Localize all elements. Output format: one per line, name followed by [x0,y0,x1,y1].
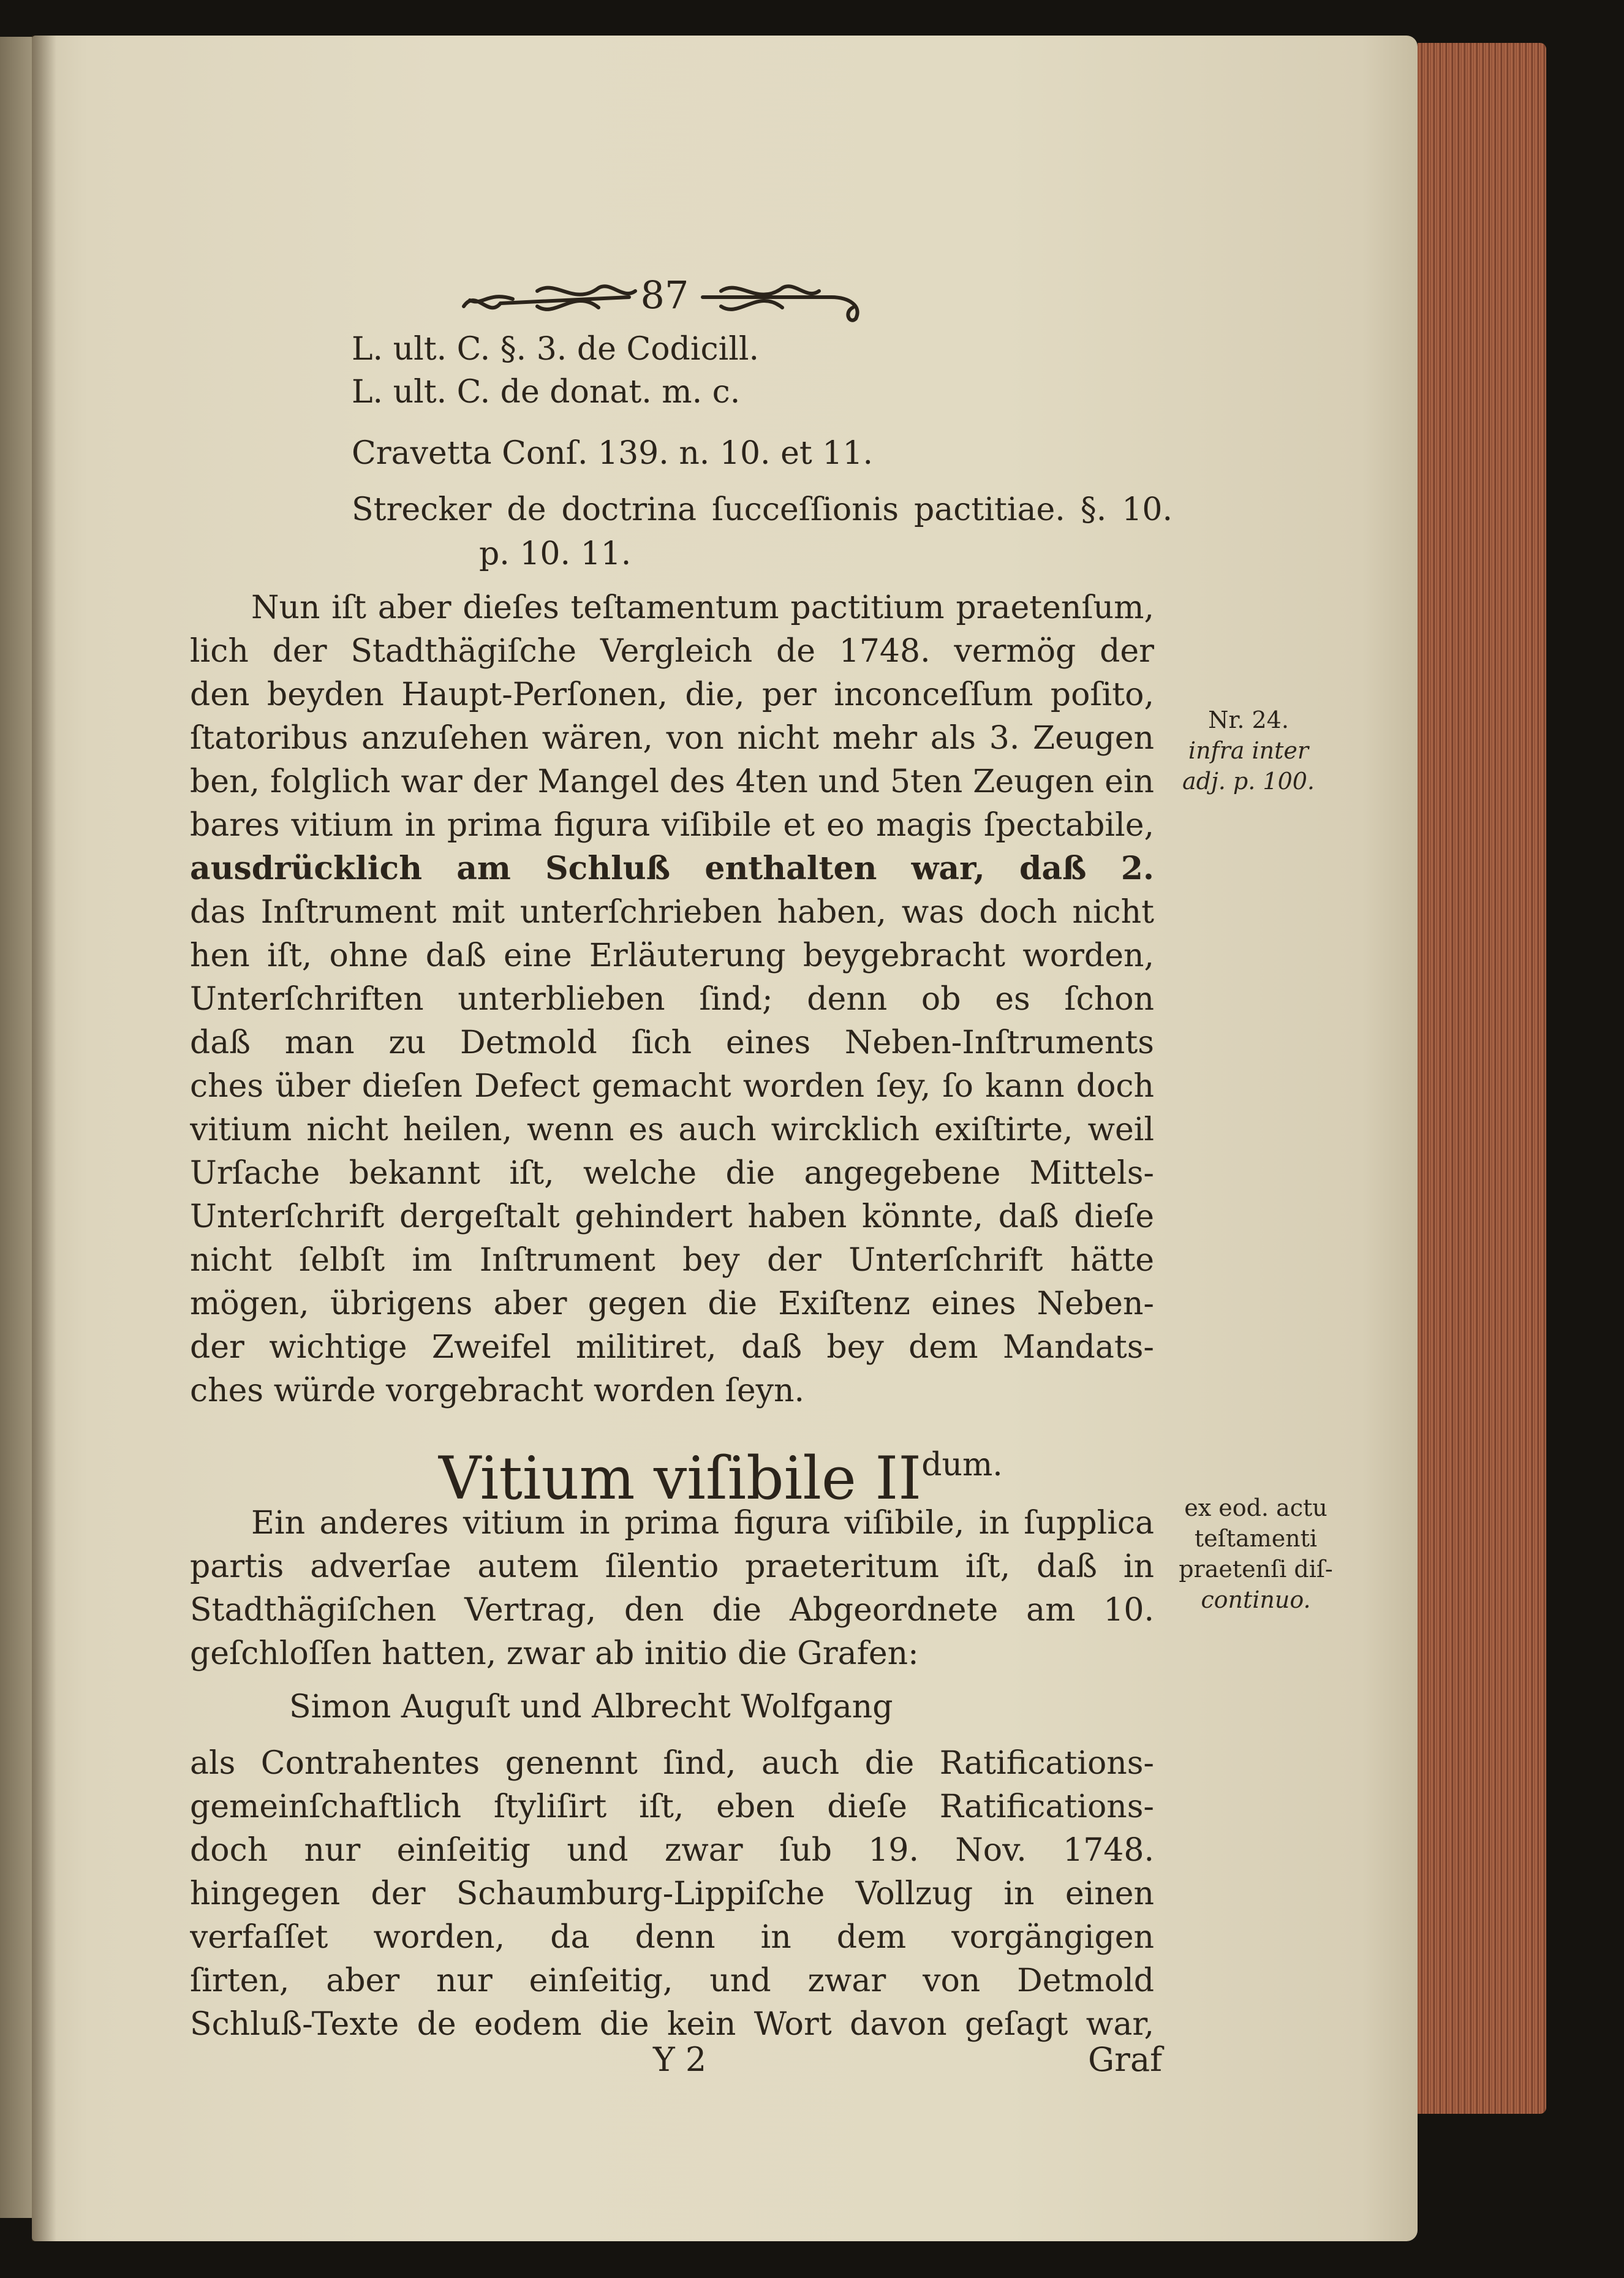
text-line: bares vitium in prima figura viſibile et eo magis ſpectabile, [190,807,1154,844]
names-line: Simon Auguſt und Albrecht Wolfgang [289,1689,893,1725]
margin-note-line: continuo. [1201,1586,1311,1613]
text-line: vitium nicht heilen, wenn es auch wircklich exiſtirte, weil [190,1111,1154,1148]
text-line: Stadthägiſchen Vertrag, den die Abgeordnete am 10. [190,1592,1154,1629]
text-line: Unterſchrift dergeſtalt gehindert haben könnte, daß dieſe [190,1198,1154,1235]
text-line: ben, folglich war der Mangel des 4ten und 5ten Zeugen ein [190,763,1154,800]
text-line: hen iſt, ohne daß eine Erläuterung beygebracht worden, [190,937,1154,974]
page-number: 87 [640,273,689,317]
previous-page-edge [0,37,37,2218]
text-line: ches über dieſen Defect gemacht worden ſey, ſo kann doch [190,1068,1154,1105]
text-line: partis adverſae autem ſilentio praeteritum iſt, daß in [190,1548,1154,1585]
text-line: mögen, übrigens aber gegen die Exiſtenz eines Neben- [190,1285,1154,1322]
text-line: das Inſtrument mit unterſchrieben haben, was doch nicht [190,894,1154,931]
text-line: lich der Stadthägiſche Vergleich de 1748. vermög der [190,633,1154,670]
margin-note-line: ex eod. actu [1184,1494,1328,1521]
text-line: doch nur einſeitig und zwar ſub 19. Nov. 1748. [190,1832,1154,1869]
text-line: verfaſſet worden, da denn in dem vorgängigen [190,1919,1154,1956]
text-line: nicht ſelbſt im Inſtrument bey der Unterſchrift hätte [190,1242,1154,1279]
heading-superscript: dum. [921,1447,1003,1483]
margin-note-1 [1181,705,1316,797]
text-line: Unterſchriften unterblieben ſind; denn ob es ſchon [190,981,1154,1018]
citation-line: p. 10. 11. [479,535,632,572]
text-line: ausdrücklich am Schluß enthalten war, daß 2. [190,850,1154,887]
margin-note-line: teſtamenti [1194,1525,1318,1552]
page-edges [1418,43,1546,2114]
text-line: ches würde vorgebracht worden ſeyn. [190,1372,805,1409]
heading-text: Vitium viſibile II [439,1444,922,1513]
citation-line: L. ult. C. §. 3. de Codicill. [352,331,760,368]
text-line: der wichtige Zweifel militiret, daß bey dem Mandats- [190,1329,1154,1366]
text-line: Ein anderes vitium in prima figura viſibile, in ſupplica [251,1505,1154,1542]
citation-line: L. ult. C. de donat. m. c. [352,374,741,411]
text-line: Schluß-Texte de eodem die kein Wort davon geſagt war, [190,2006,1154,2043]
text-line: daß man zu Detmold ſich eines Neben-Inſtruments [190,1024,1154,1061]
citation-line: Cravetta Conſ. 139. n. 10. et 11. [352,435,873,472]
text-line: als Contrahentes genennt ſind, auch die Ratifications- [190,1745,1154,1782]
text-line: Nun iſt aber dieſes teſtamentum pactitium praetenſum, [251,589,1154,626]
text-line: gemeinſchaftlich ſtyliſirt iſt, eben dieſe Ratifications- [190,1788,1154,1825]
text-line: den beyden Haupt-Perſonen, die, per inconceſſum poſito, [190,676,1154,713]
margin-note-line: praetenſi diſ- [1179,1556,1333,1583]
text-line: Urſache bekannt iſt, welche die angegebene Mittels- [190,1155,1154,1192]
citation-line: Strecker de doctrina ſucceſſionis pactitiae. §. 10. [352,491,1173,528]
text-line: ſtatoribus anzuſehen wären, von nicht mehr als 3. Zeugen [190,720,1154,757]
margin-note-2 [1164,1493,1348,1615]
margin-note-line: adj. p. 100. [1182,768,1315,795]
catchword: Graf [1088,2040,1163,2079]
margin-note-line: Nr. 24. [1208,706,1289,733]
text-line: hingegen der Schaumburg-Lippiſche Vollzug in einen [190,1875,1154,1912]
signature-mark: Y 2 [653,2040,707,2079]
margin-note-line: infra inter [1188,737,1309,764]
text-line: ſirten, aber nur einſeitig, und zwar von Detmold [190,1962,1154,1999]
text-line: geſchloſſen hatten, zwar ab initio die Grafen: [190,1635,919,1672]
